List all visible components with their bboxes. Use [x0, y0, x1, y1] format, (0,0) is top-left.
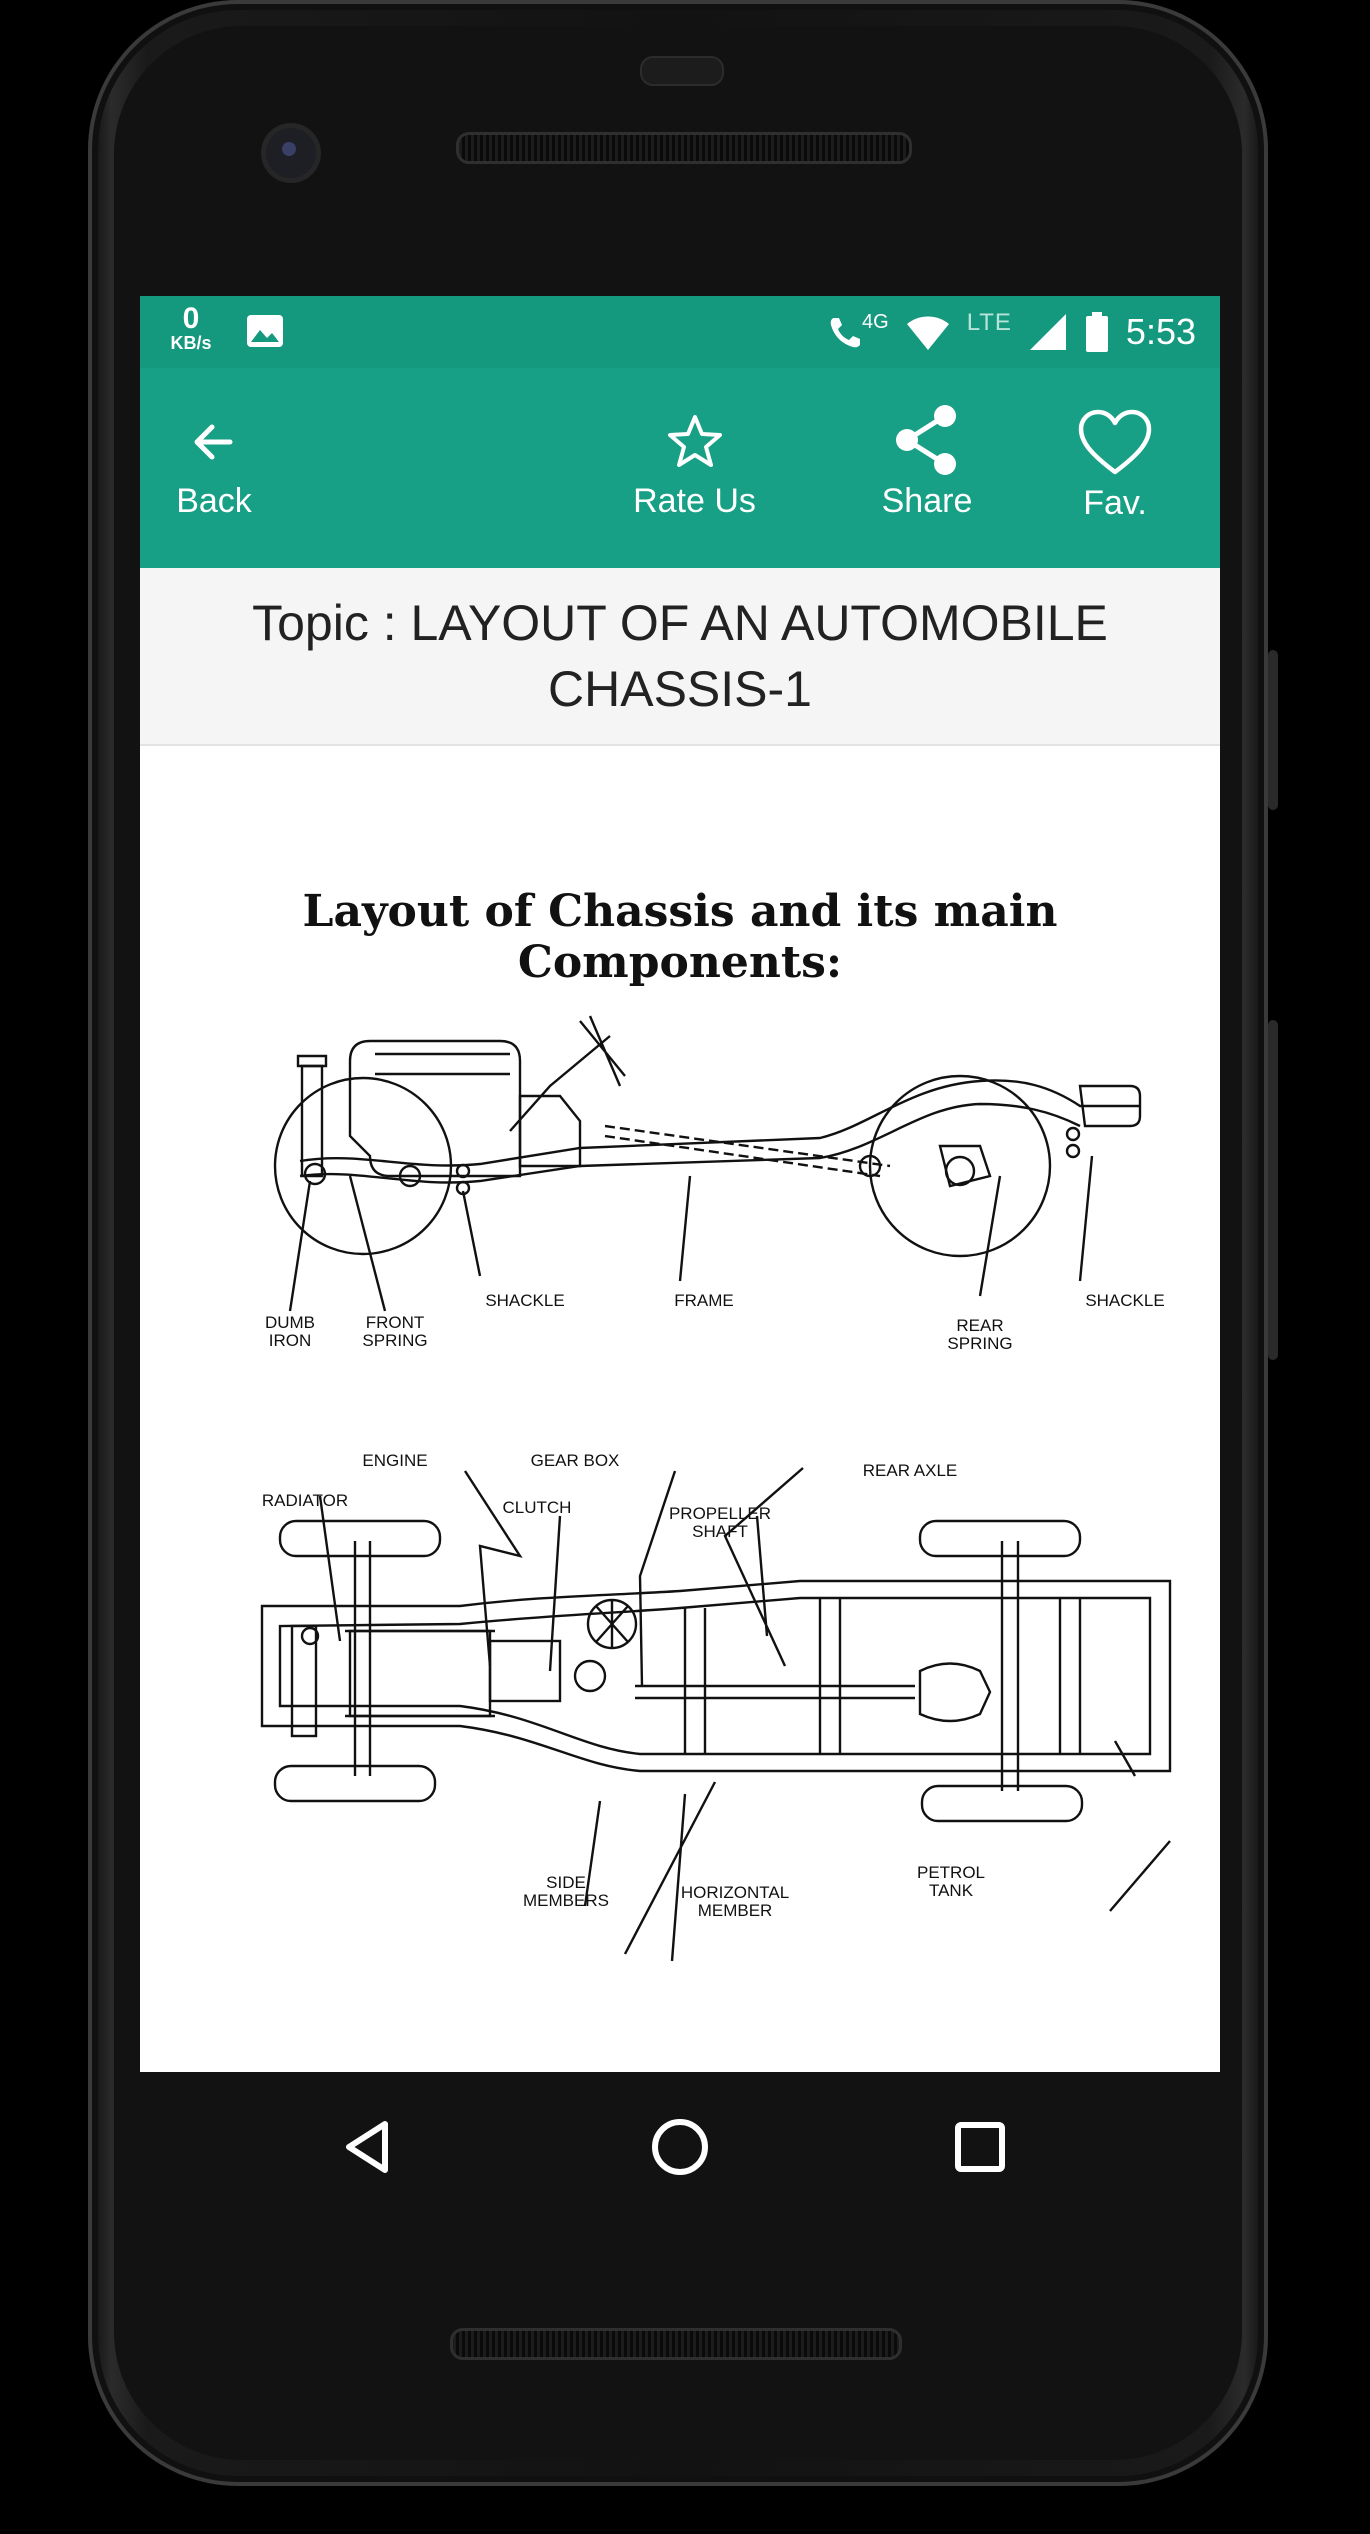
- power-button: [1268, 650, 1278, 810]
- label-shackle-rear: SHACKLE: [1085, 1291, 1165, 1310]
- screen: [140, 296, 1220, 2072]
- clock: 5:53: [1125, 311, 1196, 352]
- label-frame: FRAME: [674, 1291, 734, 1310]
- rear-left-wheel: [920, 1521, 1080, 1556]
- gearbox-plan: [490, 1641, 560, 1701]
- proximity-sensor: [640, 56, 724, 86]
- wifi-icon: [905, 312, 951, 352]
- heart-icon: [1077, 408, 1153, 478]
- chassis-layout-diagram: [180, 976, 1200, 1986]
- topic-title: Topic : LAYOUT OF AN AUTOMOBILE CHASSIS-1: [252, 595, 1108, 717]
- cross-members: [685, 1598, 1080, 1754]
- signal-icon: [1028, 312, 1068, 352]
- label-propeller-shaft: PROPELLER SHAFT: [668, 1504, 772, 1541]
- label-clutch: CLUTCH: [502, 1498, 572, 1517]
- star-icon: [665, 412, 725, 472]
- rate-us-button[interactable]: [612, 368, 777, 568]
- share-icon: [889, 402, 965, 478]
- share-label: Share: [881, 482, 973, 520]
- status-icons: [826, 296, 1196, 368]
- fav-label: Fav.: [1083, 484, 1147, 522]
- front-axle-beam: [355, 1541, 370, 1776]
- label-horizontal-member: HORIZONTAL MEMBER: [680, 1883, 790, 1920]
- home-circle-icon[interactable]: [645, 2112, 715, 2182]
- label-side-members: SIDE MEMBERS: [523, 1873, 609, 1910]
- back-label: Back: [176, 482, 252, 520]
- propeller-shaft-plan: [635, 1686, 915, 1698]
- recents-square-icon[interactable]: [945, 2112, 1015, 2182]
- back-triangle-icon[interactable]: [335, 2112, 405, 2182]
- label-radiator: RADIATOR: [261, 1491, 349, 1510]
- engine-block: [350, 1041, 520, 1176]
- toolbar: [140, 368, 1220, 568]
- volume-button: [1268, 1020, 1278, 1360]
- front-camera: [266, 128, 316, 178]
- label-rear-spring: REAR SPRING: [947, 1316, 1013, 1353]
- gallery-icon: [246, 314, 284, 348]
- status-bar: [140, 296, 1220, 368]
- arrow-left-icon: [186, 414, 242, 470]
- phone-call-icon: [826, 312, 866, 352]
- front-left-wheel: [280, 1521, 440, 1556]
- label-dumb-iron: DUMB IRON: [264, 1313, 316, 1350]
- label-gear-box: GEAR BOX: [530, 1451, 620, 1470]
- differential: [920, 1664, 990, 1722]
- label-engine: ENGINE: [362, 1451, 428, 1470]
- steering-column: [510, 1036, 610, 1131]
- frame-outline: [262, 1581, 1170, 1771]
- rear-right-wheel: [922, 1786, 1082, 1821]
- network-4g-label: 4G: [862, 310, 889, 333]
- section-heading: Layout of Chassis and its main Components:: [302, 886, 1058, 988]
- bottom-speaker: [450, 2328, 902, 2360]
- content-area[interactable]: [140, 746, 1220, 2072]
- rear-wheel: [870, 1076, 1050, 1256]
- speed-unit: KB/s: [170, 333, 212, 353]
- battery-icon: [1084, 311, 1110, 353]
- rate-us-label: Rate Us: [633, 482, 756, 520]
- navigation-bar: [140, 2072, 1220, 2222]
- speed-value: 0: [182, 302, 200, 335]
- topic-header: [140, 568, 1220, 746]
- label-rear-axle: REAR AXLE: [862, 1461, 958, 1480]
- favorite-button[interactable]: [1060, 368, 1170, 568]
- back-button[interactable]: [164, 368, 264, 568]
- share-button[interactable]: [857, 368, 997, 568]
- label-petrol-tank: PETROL TANK: [916, 1863, 986, 1900]
- network-speed: [166, 304, 216, 352]
- label-front-spring: FRONT SPRING: [362, 1313, 428, 1350]
- lte-label: LTE: [966, 309, 1012, 336]
- label-shackle-front: SHACKLE: [485, 1291, 565, 1310]
- earpiece-speaker: [456, 132, 912, 164]
